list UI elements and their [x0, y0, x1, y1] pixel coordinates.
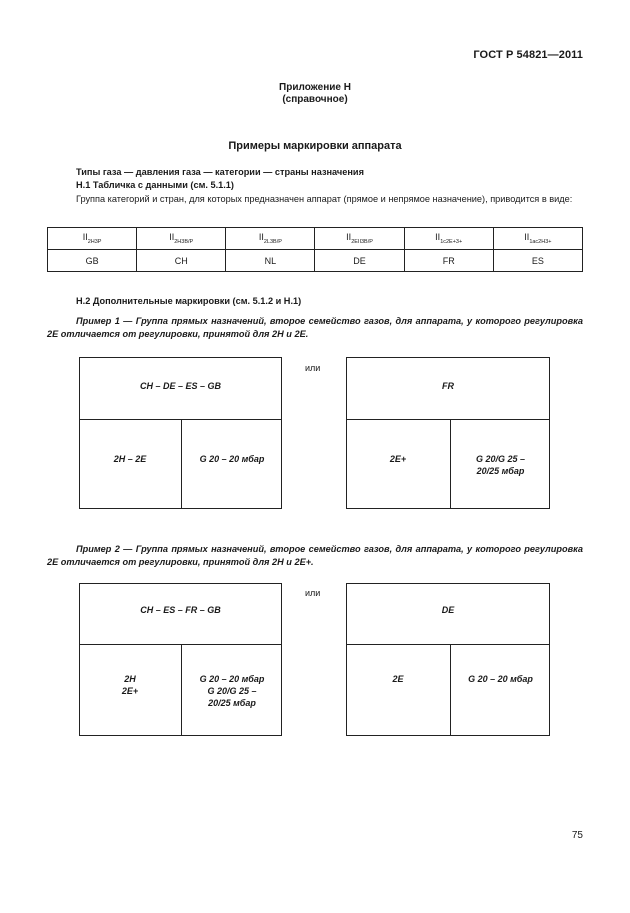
marking-countries: CH – DE – ES – GB	[139, 381, 222, 391]
divider	[346, 644, 550, 645]
table-cell-category: $II_{2H3P}$	[48, 228, 137, 250]
marking-countries: DE	[441, 605, 455, 615]
marking-pressure-line1: G 20 – 20 мбар	[199, 674, 265, 684]
example-2-text: Пример 2 — Группа прямых назначений, второе семейство газов, для аппарата, у которого регулировка 2E отличается от регулировки, принятой для 2H и 2E+.	[47, 544, 583, 567]
marking-gas-group: 2H – 2E	[113, 454, 147, 464]
section-title: Примеры маркировки аппарата	[228, 140, 402, 152]
divider	[346, 419, 550, 420]
table-cell-country: ES	[493, 250, 582, 272]
section-h2-title: Н.2 Дополнительные маркировки (см. 5.1.2 и Н.1)	[76, 296, 302, 306]
table-cell-country: FR	[404, 250, 493, 272]
marking-pressure-line2: 20/25 мбар	[476, 466, 525, 476]
table-cell-category: $II_{1c2E+3+}$	[404, 228, 493, 250]
marking-gas-group-line2: 2E+	[121, 686, 139, 696]
divider	[450, 644, 451, 736]
or-label: или	[305, 363, 321, 373]
page-number: 75	[571, 830, 583, 841]
marking-pressure: G 20 – 20 мбар	[468, 674, 533, 684]
example-1-text: Пример 1 — Группа прямых назначений, второе семейство газов, для аппарата, у которого регулировка 2E отличается от регулировки, принятой для 2H и 2E.	[47, 316, 583, 339]
standard-number: ГОСТ Р 54821—2011	[473, 49, 583, 61]
table-cell-country: CH	[137, 250, 226, 272]
marking-countries: CH – ES – FR – GB	[140, 605, 221, 615]
marking-pressure-line1: G 20/G 25 –	[475, 454, 526, 464]
marking-pressure-line3: 20/25 мбар	[208, 698, 256, 708]
category-country-table	[47, 227, 583, 272]
table-row-categories	[48, 228, 583, 250]
marking-pressure: G 20 – 20 мбар	[199, 454, 265, 464]
annex-kind: (справочное)	[282, 94, 348, 105]
annex-title: Приложение Н	[279, 82, 351, 93]
marking-gas-group: 2E+	[389, 454, 407, 464]
table-cell-country: NL	[226, 250, 315, 272]
subtitle-gas-types: Типы газа — давления газа — категории — страны назначения	[76, 167, 364, 177]
table-cell-country: DE	[315, 250, 404, 272]
table-cell-category: $II_{2EII3B/P}$	[315, 228, 404, 250]
marking-gas-group-line1: 2H	[124, 674, 136, 684]
marking-gas-group: 2E	[392, 674, 404, 684]
intro-paragraph: Группа категорий и стран, для которых предназначен аппарат (прямое и непрямое назначение), приводится в виде:	[76, 194, 573, 204]
table-cell-category: $II_{1ac2H3+}$	[493, 228, 582, 250]
subtitle-data-plate: Н.1 Табличка с данными (см. 5.1.1)	[76, 180, 234, 190]
marking-countries: FR	[442, 381, 454, 391]
table-cell-category: $II_{2L3B/P}$	[226, 228, 315, 250]
table-cell-country: GB	[48, 250, 137, 272]
marking-pressure-line2: G 20/G 25 –	[207, 686, 257, 696]
table-row-countries	[48, 250, 583, 272]
or-label: или	[305, 588, 321, 598]
table-cell-category: $II_{2H3B/P}$	[137, 228, 226, 250]
